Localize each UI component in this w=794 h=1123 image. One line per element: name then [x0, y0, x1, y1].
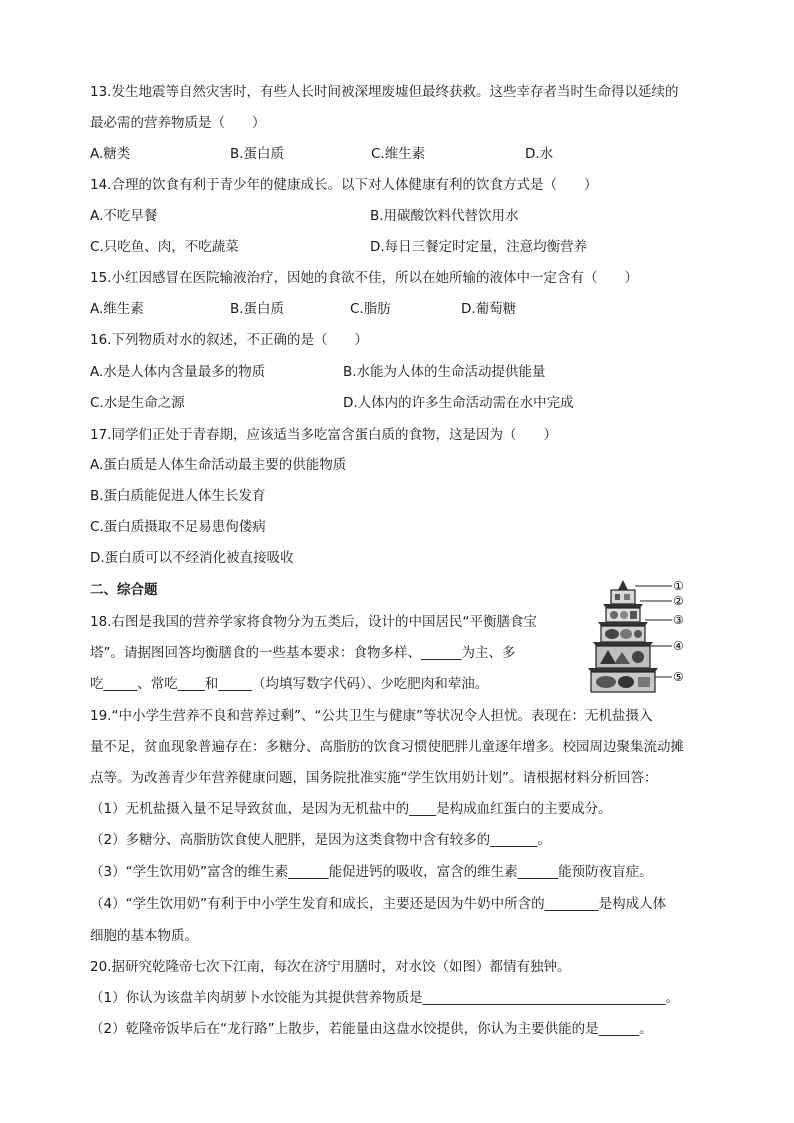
q14-option-b: B.用碳酸饮料代替饮用水: [370, 208, 519, 224]
pyramid-label-1: ①: [673, 579, 684, 593]
q19-sub3: （3）“学生饮用奶”富含的维生素______能促进钙的吸收，富含的维生素______能预防夜盲症。: [90, 864, 653, 880]
q16-option-a: A.水是人体内含量最多的物质: [90, 364, 266, 380]
pyramid-label-5: ⑤: [673, 670, 684, 684]
q14-option-a: A.不吃早餐: [90, 208, 158, 224]
q13-option-a: A.糖类: [90, 146, 131, 162]
q19-sub4: （4）“学生饮用奶”有利于中小学生发育和成长，主要还是因为牛奶中所含的________是构成人体: [90, 896, 667, 912]
q17-option-a: A.蛋白质是人体生命活动最主要的供能物质: [90, 457, 347, 473]
pyramid-label-2: ②: [673, 594, 684, 608]
q14-stem: 14.合理的饮食有利于青少年的健康成长。以下对人体健康有利的饮食方式是（ ）: [90, 177, 598, 193]
q13-option-d: D.水: [525, 146, 554, 162]
q17-option-d: D.蛋白质可以不经消化被直接吸收: [90, 550, 294, 566]
q20-stem: 20.据研究乾隆帝七次下江南，每次在济宁用膳时，对水饺（如图）都情有独钟。: [90, 959, 571, 975]
pyramid-label-4: ④: [673, 639, 684, 653]
q15-stem: 15.小红因感冒在医院输液治疗，因她的食欲不佳，所以在她所输的液体中一定含有（ ）: [90, 270, 638, 286]
q14-option-d: D.每日三餐定时定量，注意均衡营养: [370, 239, 588, 255]
q17-stem: 17.同学们正处于青春期，应该适当多吃富含蛋白质的食物，这是因为（ ）: [90, 427, 557, 443]
section-heading: 二、综合题: [90, 582, 158, 598]
q15-option-c: C.脂肪: [350, 301, 391, 317]
q13-option-b: B.蛋白质: [230, 146, 285, 162]
q18-stem-line3: 吃_____、常吃____和_____（均填写数字代码）、少吃肥肉和荤油。: [90, 676, 489, 692]
q17-option-c: C.蛋白质摄取不足易患佝偻病: [90, 519, 266, 535]
q17-option-b: B.蛋白质能促进人体生长发育: [90, 488, 266, 504]
q20-sub2: （2）乾隆帝饭毕后在“龙行路”上散步，若能量由这盘水饺提供，你认为主要供能的是______。: [90, 1021, 653, 1037]
q20-sub1: （1）你认为该盘羊肉胡萝卜水饺能为其提供营养物质是____________________________________。: [90, 990, 680, 1006]
q13-option-c: C.维生素: [371, 146, 426, 162]
q19-sub1: （1）无机盐摄入量不足导致贫血，是因为无机盐中的____是构成血红蛋白的主要成分。: [90, 801, 612, 817]
q19-stem-line2: 量不足，贫血现象普遍存在：多糖分、高脂肪的饮食习惯使肥胖儿童逐年增多。校园周边聚集流动摊: [90, 739, 684, 755]
q14-option-c: C.只吃鱼、肉，不吃蔬菜: [90, 239, 239, 255]
q16-option-b: B.水能为人体的生命活动提供能量: [343, 364, 546, 380]
q19-stem-line1: 19.“中小学生营养不良和营养过剩”、“公共卫生与健康”等状况令人担忧。表现在：无机盐摄入: [90, 708, 653, 724]
q16-option-d: D.人体内的许多生命活动需在水中完成: [343, 395, 574, 411]
q16-stem: 16.下列物质对水的叙述，不正确的是（ ）: [90, 332, 368, 348]
q15-option-d: D.葡萄糖: [461, 301, 517, 317]
food-pyramid-figure: [588, 578, 688, 694]
pyramid-label-3: ③: [673, 613, 684, 627]
q15-option-a: A.维生素: [90, 301, 144, 317]
q19-sub4-cont: 细胞的基本物质。: [90, 928, 198, 944]
q18-stem-line1: 18.右图是我国的营养学家将食物分为五类后，设计的中国居民“平衡膳食宝: [90, 614, 537, 630]
food-pyramid-illustration: [588, 578, 688, 694]
q13-stem-line1: 13.发生地震等自然灾害时，有些人长时间被深埋废墟但最终获救。这些幸存者当时生命得以延续的: [90, 84, 679, 100]
q19-sub2: （2）多糖分、高脂肪饮食使人肥胖，是因为这类食物中含有较多的_______。: [90, 832, 551, 848]
q16-option-c: C.水是生命之源: [90, 395, 185, 411]
q18-stem-line2: 塔”。请据图回答均衡膳食的一些基本要求：食物多样、______为主、多: [90, 645, 516, 661]
q15-option-b: B.蛋白质: [230, 301, 285, 317]
q19-stem-line3: 点等。为改善青少年营养健康问题，国务院批准实施“学生饮用奶计划”。请根据材料分析回答：: [90, 770, 658, 786]
q13-stem-line2: 最必需的营养物质是（ ）: [90, 115, 266, 131]
